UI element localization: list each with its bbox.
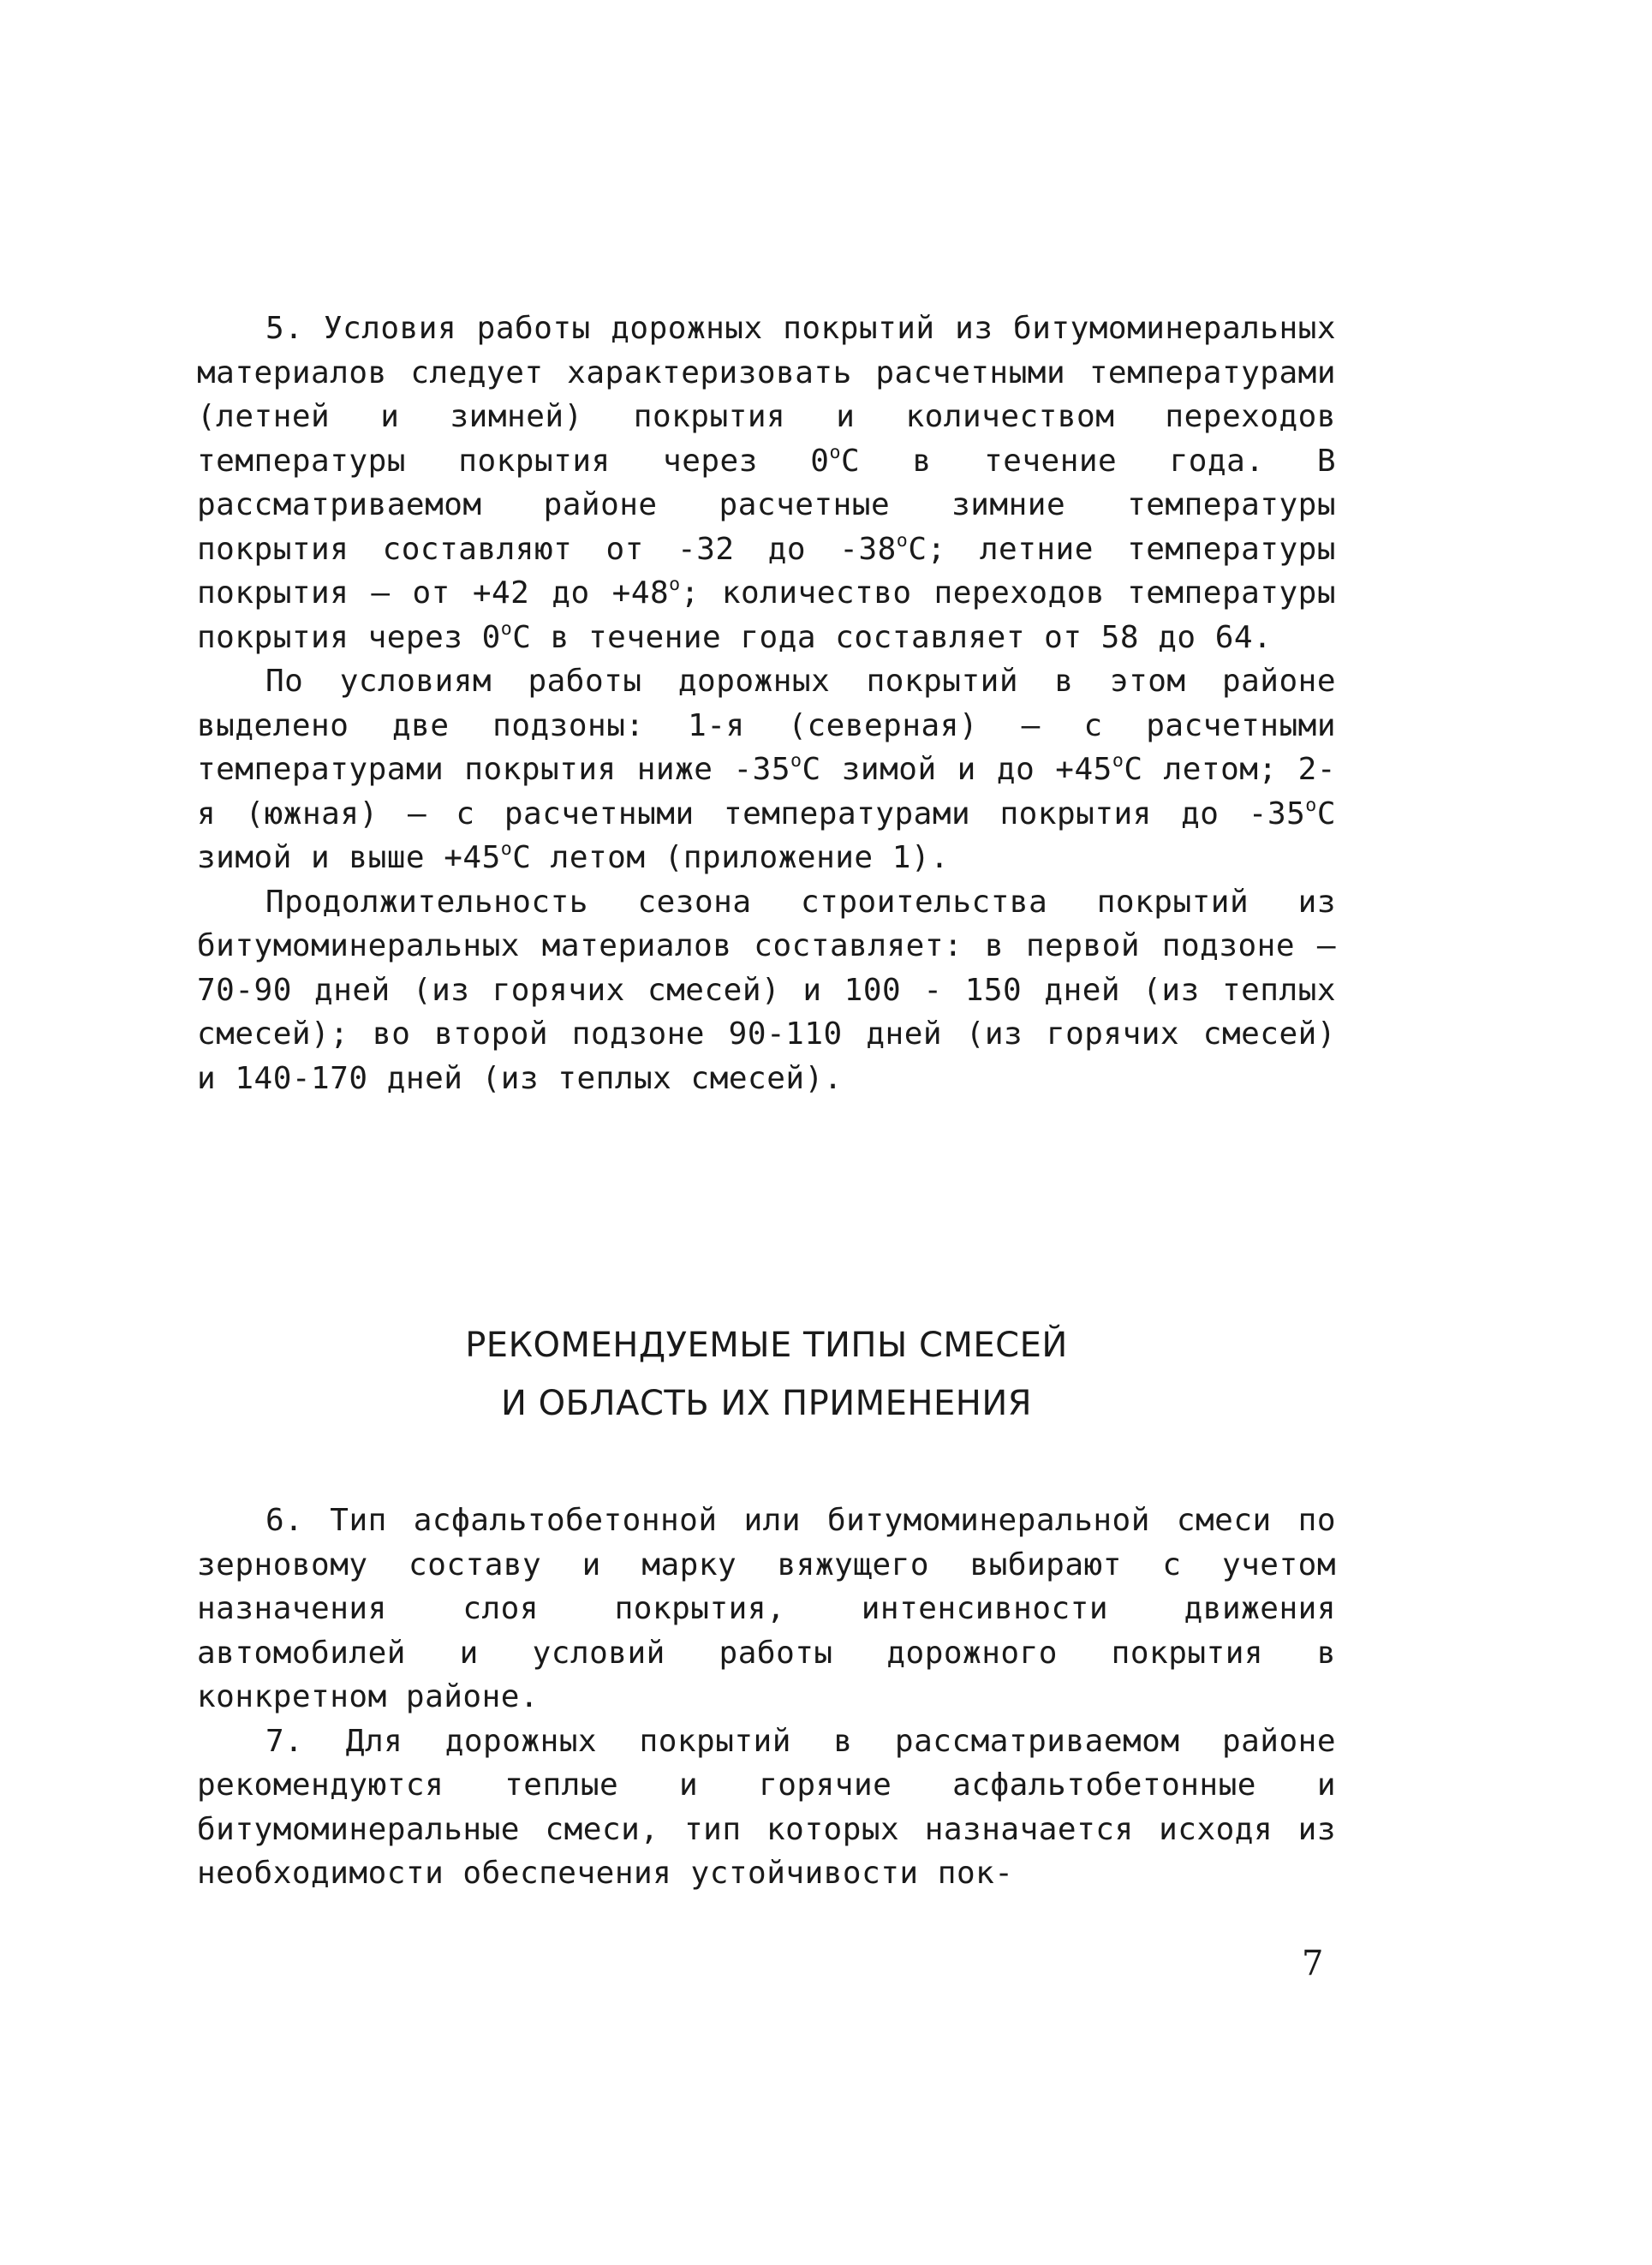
paragraph-season: Продолжительность сезона строительства покрытий из битумоминеральных материалов составляет: в первой подзоне – 70-90 дней (из горячих смесей) и 100 - 150 дней (из теплых смесей); во второй подзоне 90-110 дней (из горячих смесей) и 140-170 дней (из теплых смесей).: [197, 884, 1336, 1096]
text-block-upper: [197, 307, 1336, 1100]
paragraph-6: 6. Тип асфальтобетонной или битумоминеральной смеси по зерновому составу и марку вяжущего выбирают с учетом назначения слоя покрытия, интенсивности движения автомобилей и условий работы дорожного покрытия в конкретном районе.: [197, 1503, 1336, 1714]
text-block-lower: [197, 1499, 1336, 1896]
paragraph-subzones: По условиям работы дорожных покрытий в этом районе выделено две подзоны: 1-я (северная) – с расчетными температурами покрытия ниже $-35^оС$ зимой и до $+45^оС$ летом; 2-я (южная) – с расчетными температурами покрытия до $-35^оС$ зимой и выше $+45^оС$ летом (приложение 1).: [197, 664, 1336, 875]
paragraph-5: 5. Условия работы дорожных покрытий из битумоминеральных материалов следует характеризовать расчетными температурами (летней и зимней) покрытия и количеством переходов температуры покрытия через $0^оС$ в течение года. В рассматриваемом районе расчетные зимние температуры покрытия составляют от -32 до $-38^оС$; летние температуры покрытия – от +42 до $+48^о$; количество переходов температуры покрытия через $0^оС$ в течение года составляет от 58 до 64.: [197, 311, 1336, 655]
page-number: 7: [1302, 1944, 1324, 1983]
section-heading-line-1: РЕКОМЕНДУЕМЫЕ ТИПЫ СМЕСЕЙ: [465, 1326, 1068, 1365]
paragraph-7: 7. Для дорожных покрытий в рассматриваемом районе рекомендуются теплые и горячие асфальтобетонные и битумоминеральные смеси, тип которых назначается исходя из необходимости обеспечения устойчивости пок-: [197, 1723, 1336, 1891]
section-heading-line-2: И ОБЛАСТЬ ИХ ПРИМЕНЕНИЯ: [500, 1384, 1033, 1423]
